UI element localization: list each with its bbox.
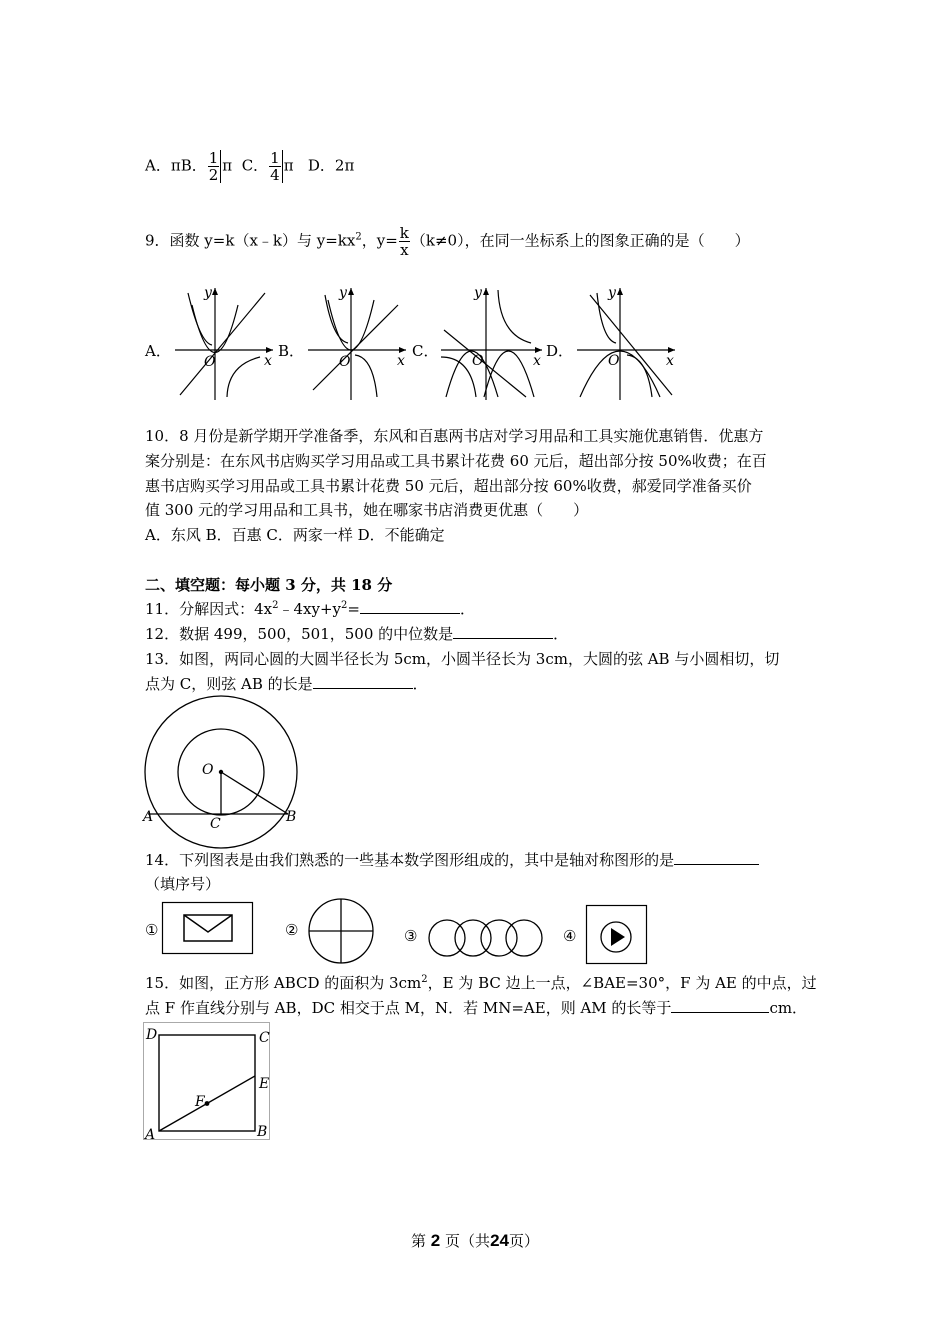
q14-mark-4: ④: [563, 927, 577, 945]
q12: 12．数据 499，500，501，500 的中位数是 ．: [145, 625, 569, 643]
q14-line-2: （填序号）: [145, 875, 221, 893]
q9-option-d-label: D．: [546, 342, 574, 360]
q8-option-c-fraction: $\frac{1}{4}$: [269, 150, 283, 183]
q8-option-d: D．2π: [307, 156, 355, 175]
q10-line-4: 值 300 元的学习用品和工具书，她在哪家书店消费更优惠（ ）: [145, 501, 589, 519]
q11-answer-blank[interactable]: [360, 599, 460, 614]
q9-graph-c: [436, 285, 544, 403]
svg-text:B: B: [286, 809, 297, 825]
q15-figure: [143, 1022, 275, 1142]
footer-page-number: 2: [430, 1231, 441, 1250]
q9-graph-a: [170, 285, 275, 403]
svg-text:A: A: [143, 809, 154, 825]
q14-mark-2: ②: [285, 921, 299, 939]
svg-text:x: x: [533, 353, 541, 369]
q9-option-a-label: A．: [145, 342, 171, 360]
q14-mark-3: ③: [404, 927, 418, 945]
svg-text:y: y: [339, 285, 347, 301]
q8-option-b-prefix: B．: [180, 156, 207, 175]
q13-answer-blank[interactable]: [313, 674, 413, 689]
q14-mark-1: ①: [145, 921, 159, 939]
q13-figure: [140, 700, 305, 835]
q14-figure-4-play: [586, 905, 650, 967]
q12-answer-blank[interactable]: [453, 624, 553, 639]
q10-line-3: 惠书店购买学习用品或工具书累计花费 50 元后，超出部分按 60%收费，郝爱同学准备买价: [145, 477, 752, 495]
q9-option-c-label: C．: [412, 342, 439, 360]
q9-option-b-label: B．: [278, 342, 305, 360]
q8-options: A．πB． $\frac{1}{2}$ π C． $\frac{1}{4}$ π D．2π: [145, 149, 355, 184]
q14-answer-blank[interactable]: [674, 850, 759, 865]
svg-text:x: x: [666, 353, 674, 369]
q11: 11．分解因式：$4x^2﹣4xy+y^2=$ ．: [145, 600, 475, 618]
q13-line-1: 13．如图，两同心圆的大圆半径长为 5cm，小圆半径长为 3cm，大圆的弦 AB 与小圆相切，切: [145, 650, 780, 668]
svg-text:A: A: [145, 1127, 156, 1143]
svg-text:E: E: [259, 1076, 270, 1092]
q13-line-2: 点为 C，则弦 AB 的长是 ．: [145, 675, 428, 693]
svg-text:O: O: [202, 762, 214, 778]
q14-figure-2-circle-cross: [307, 897, 377, 967]
q8-option-a: A．π: [145, 156, 181, 175]
q14-figure-1-envelope: [162, 902, 257, 958]
section-2-heading: 二、填空题：每小题 3 分，共 18 分: [145, 576, 393, 594]
svg-text:F: F: [195, 1094, 205, 1110]
svg-text:C: C: [210, 816, 221, 832]
q10-line-2: 案分别是：在东风书店购买学习用品或工具书累计花费 60 元后，超出部分按 50%收费；在百: [145, 452, 767, 470]
q14-figure-3-rings: [427, 918, 545, 960]
svg-text:x: x: [397, 353, 405, 369]
svg-text:y: y: [474, 285, 482, 301]
q15-answer-blank[interactable]: [671, 998, 769, 1013]
q9-graph-d: [572, 285, 677, 403]
svg-text:x: x: [264, 353, 272, 369]
svg-text:O: O: [204, 354, 216, 370]
svg-text:C: C: [259, 1030, 270, 1046]
q15-line-2: 点 F 作直线分别与 AB，DC 相交于点 M，N．若 MN=AE，则 AM 的长等于 cm．: [145, 999, 808, 1017]
svg-text:D: D: [146, 1027, 158, 1043]
svg-text:O: O: [472, 353, 484, 369]
svg-text:y: y: [608, 285, 616, 301]
svg-text:B: B: [257, 1124, 268, 1140]
svg-text:y: y: [204, 285, 212, 301]
page-footer: 第 2 页（共24页）: [411, 1231, 539, 1250]
svg-text:O: O: [339, 354, 351, 370]
q15-line-1: 15．如图，正方形 ABCD 的面积为 $3cm^2$，E 为 BC 边上一点，∠BAE=30°，F 为 AE 的中点，过: [145, 974, 817, 992]
footer-total-pages: 24: [490, 1231, 509, 1250]
svg-text:O: O: [608, 353, 620, 369]
q10-options: A．东风 B．百惠 C．两家一样 D．不能确定: [145, 526, 445, 544]
q9-fraction: $\frac{k}{x}$: [399, 224, 409, 259]
q9-graph-b: [303, 285, 408, 403]
q9-question: 9．函数 y=k（x﹣k）与 $y=kx^2$，y= $\frac{k}{x}$ （k≠0），在同一坐标系上的图象正确的是（ ）: [145, 224, 750, 259]
q10-line-1: 10．8 月份是新学期开学准备季，东风和百惠两书店对学习用品和工具实施优惠销售．优惠方: [145, 427, 764, 445]
q14-line-1: 14．下列图表是由我们熟悉的一些基本数学图形组成的，其中是轴对称图形的是: [145, 849, 759, 871]
q8-option-c-prefix: C．: [241, 156, 269, 175]
q8-option-b-fraction: $\frac{1}{2}$: [208, 150, 222, 183]
